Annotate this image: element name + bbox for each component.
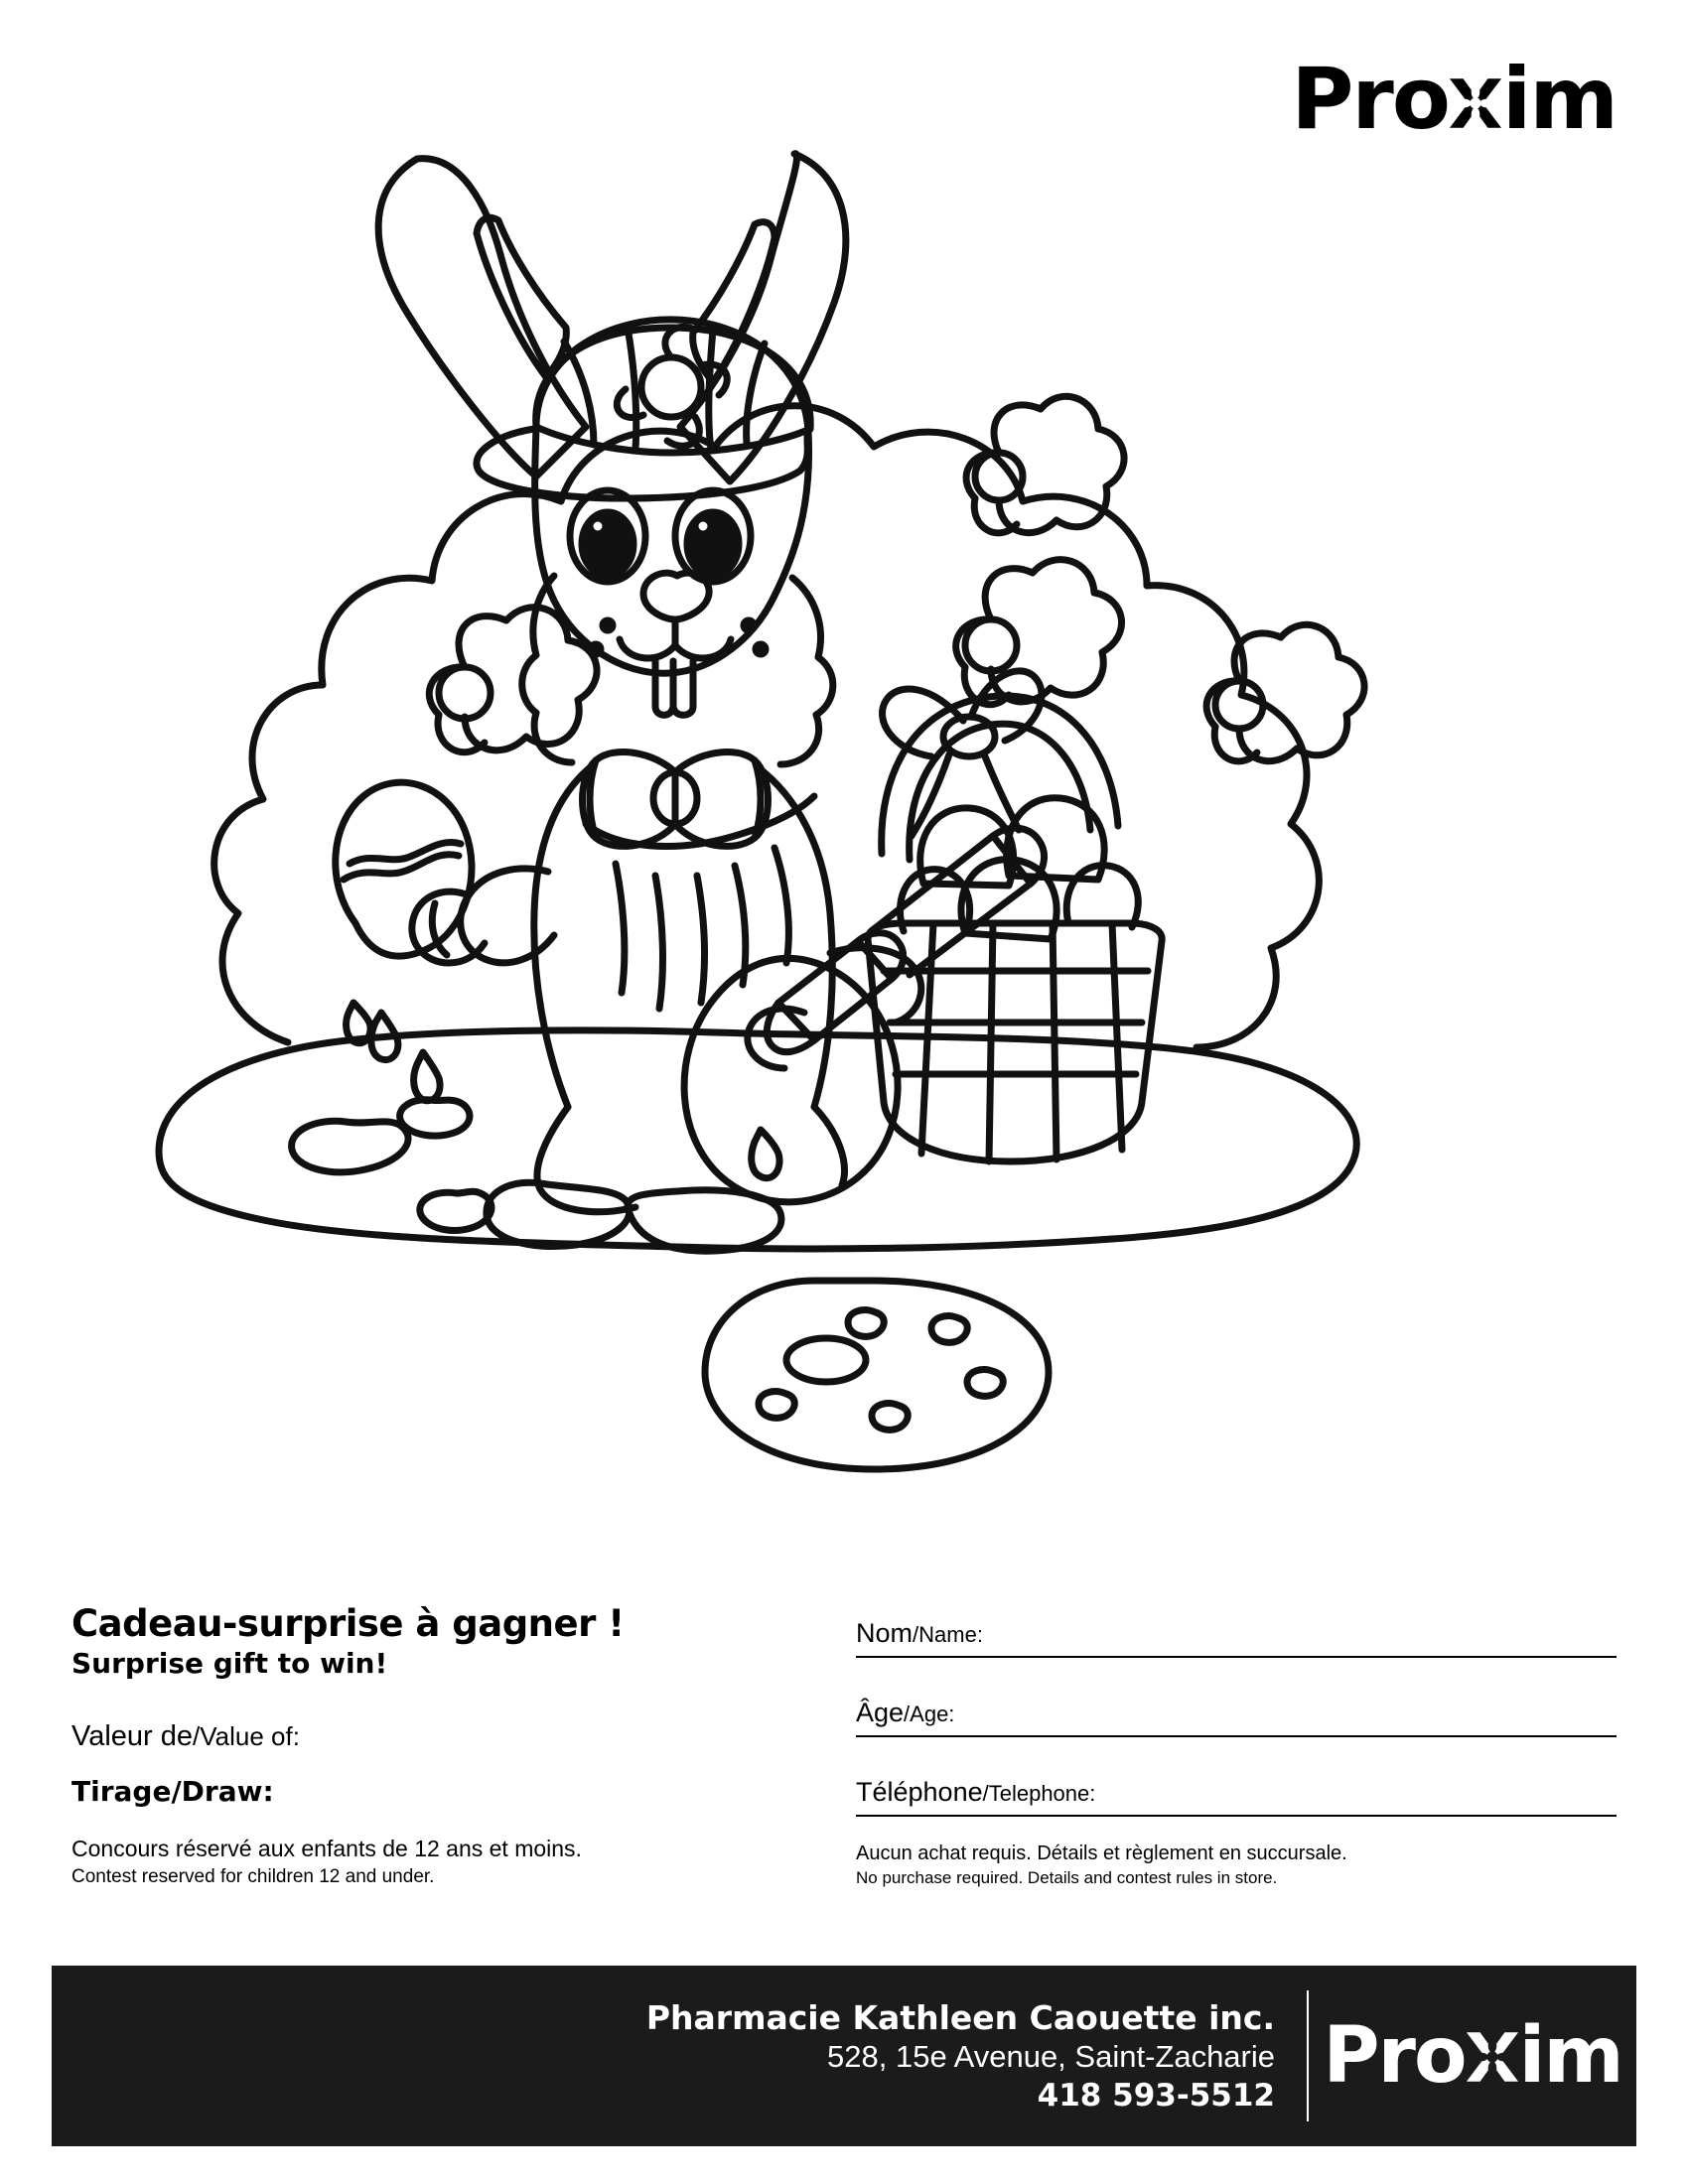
- prize-title-fr: Cadeau-surprise à gagner !: [71, 1602, 625, 1645]
- name-field-row[interactable]: [856, 1596, 1617, 1658]
- store-address: 528, 15e Avenue, Saint-Zacharie: [827, 2038, 1275, 2074]
- legal-disclaimer-en: No purchase required. Details and contest rules in store.: [856, 1868, 1278, 1887]
- store-footer: [52, 1966, 1636, 2146]
- proxim-x-flower-icon: [1445, 72, 1506, 134]
- coloring-illustration: [119, 129, 1489, 1598]
- store-contact-block: [646, 1997, 1307, 2116]
- store-phone: 418 593-5512: [1037, 2077, 1275, 2114]
- telephone-field-label: Téléphone/Telephone:: [856, 1777, 1096, 1807]
- age-field-row[interactable]: [856, 1676, 1617, 1737]
- proxim-x-flower-icon: [1462, 2026, 1523, 2088]
- proxim-logo-prefix-footer: Pro: [1323, 2011, 1466, 2101]
- telephone-input[interactable]: [1104, 1775, 1617, 1809]
- proxim-logo-suffix: im: [1501, 50, 1617, 149]
- contest-info-section: [0, 1588, 1688, 1916]
- prize-title-en: Surprise gift to win!: [71, 1647, 388, 1681]
- prize-value-label-en: /Value of:: [193, 1720, 300, 1751]
- prize-value-label-fr: Valeur de: [71, 1719, 193, 1752]
- eligibility-rule-en: Contest reserved for children 12 and under.: [71, 1865, 435, 1887]
- store-name: Pharmacie Kathleen Caouette inc.: [645, 1997, 1275, 2037]
- name-field-label: Nom/Name:: [856, 1618, 983, 1648]
- entry-form: [776, 1588, 1617, 1888]
- proxim-logo-footer: [1309, 2011, 1636, 2101]
- proxim-logo-suffix-footer: im: [1518, 2011, 1622, 2101]
- age-field-label: Âge/Age:: [856, 1698, 955, 1727]
- proxim-wordmark-footer: [1323, 2011, 1622, 2101]
- prize-draw-line: [71, 1775, 776, 1808]
- proxim-logo-prefix: Pro: [1291, 50, 1449, 149]
- legal-disclaimer-fr: Aucun achat requis. Détails et règlement en succursale.: [856, 1843, 1347, 1864]
- legal-disclaimer: [856, 1843, 1617, 1888]
- telephone-field-row[interactable]: [856, 1755, 1617, 1817]
- prize-draw-label-fr: Tirage: [71, 1774, 172, 1808]
- age-input[interactable]: [1104, 1696, 1617, 1729]
- prize-value-line: [71, 1720, 776, 1753]
- prize-draw-label-en: /Draw:: [171, 1774, 274, 1808]
- eligibility-rule-fr: Concours réservé aux enfants de 12 ans et moins.: [71, 1835, 582, 1861]
- prize-details: [71, 1588, 776, 1888]
- name-input[interactable]: [1104, 1616, 1617, 1650]
